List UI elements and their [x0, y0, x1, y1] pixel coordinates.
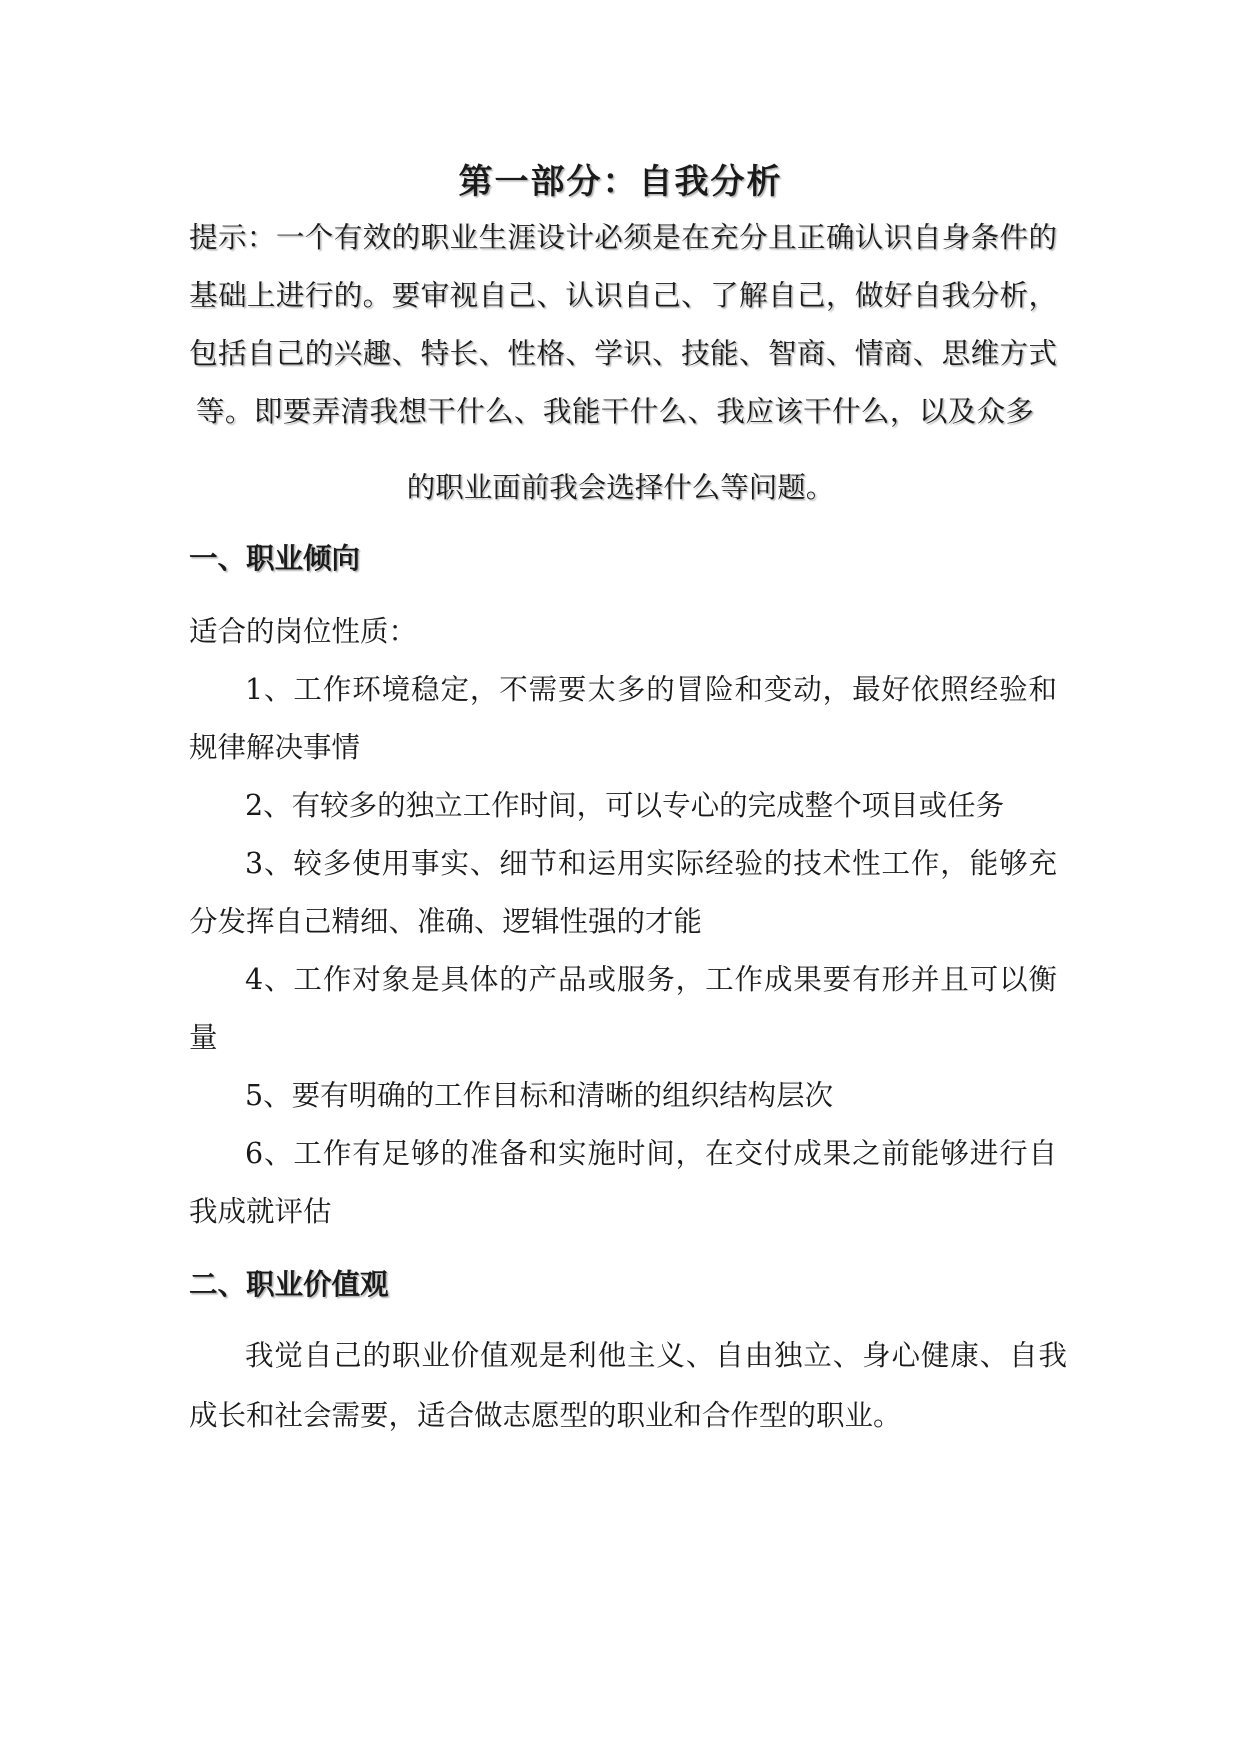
list-item-3: 3、较多使用事实、细节和运用实际经验的技术性工作，能够充	[245, 847, 1057, 880]
list-item-1: 1、工作环境稳定，不需要太多的冒险和变动，最好依照经验和	[245, 673, 1057, 706]
list-item-6: 6、工作有足够的准备和实施时间，在交付成果之前能够进行自	[245, 1137, 1057, 1170]
section-heading-career-values: 二、职业价值观	[189, 1267, 389, 1301]
list-item-1-continued: 规律解决事情	[189, 731, 361, 764]
list-item-2: 2、有较多的独立工作时间，可以专心的完成整个项目或任务	[245, 789, 1005, 822]
list-item-3-continued: 分发挥自己精细、准确、逻辑性强的才能	[189, 905, 703, 938]
section-intro: 适合的岗位性质：	[189, 615, 418, 648]
list-item-4: 4、工作对象是具体的产品或服务，工作成果要有形并且可以衡	[245, 963, 1057, 996]
tip-line-3: 包括自己的兴趣、特长、性格、学识、技能、智商、情商、思维方式	[189, 337, 1057, 370]
list-item-6-continued: 我成就评估	[189, 1195, 332, 1228]
tip-line-1: 提示：一个有效的职业生涯设计必须是在充分且正确认识自身条件的	[189, 221, 1057, 254]
values-paragraph-line-2: 成长和社会需要，适合做志愿型的职业和合作型的职业。	[189, 1399, 902, 1432]
values-paragraph-line-1: 我觉自己的职业价值观是利他主义、自由独立、身心健康、自我	[245, 1339, 1067, 1372]
section-heading-career-orientation: 一、职业倾向	[189, 541, 361, 575]
list-item-5: 5、要有明确的工作目标和清晰的组织结构层次	[245, 1079, 834, 1112]
tip-line-4: 等。即要弄清我想干什么、我能干什么、我应该干什么，以及众多	[196, 395, 1034, 428]
tip-line-2: 基础上进行的。要审视自己、认识自己、了解自己，做好自我分析，	[189, 279, 1057, 312]
tip-line-5: 的职业面前我会选择什么等问题。	[406, 471, 835, 504]
list-item-4-continued: 量	[189, 1021, 218, 1054]
page-title: 第一部分：自我分析	[458, 162, 783, 202]
